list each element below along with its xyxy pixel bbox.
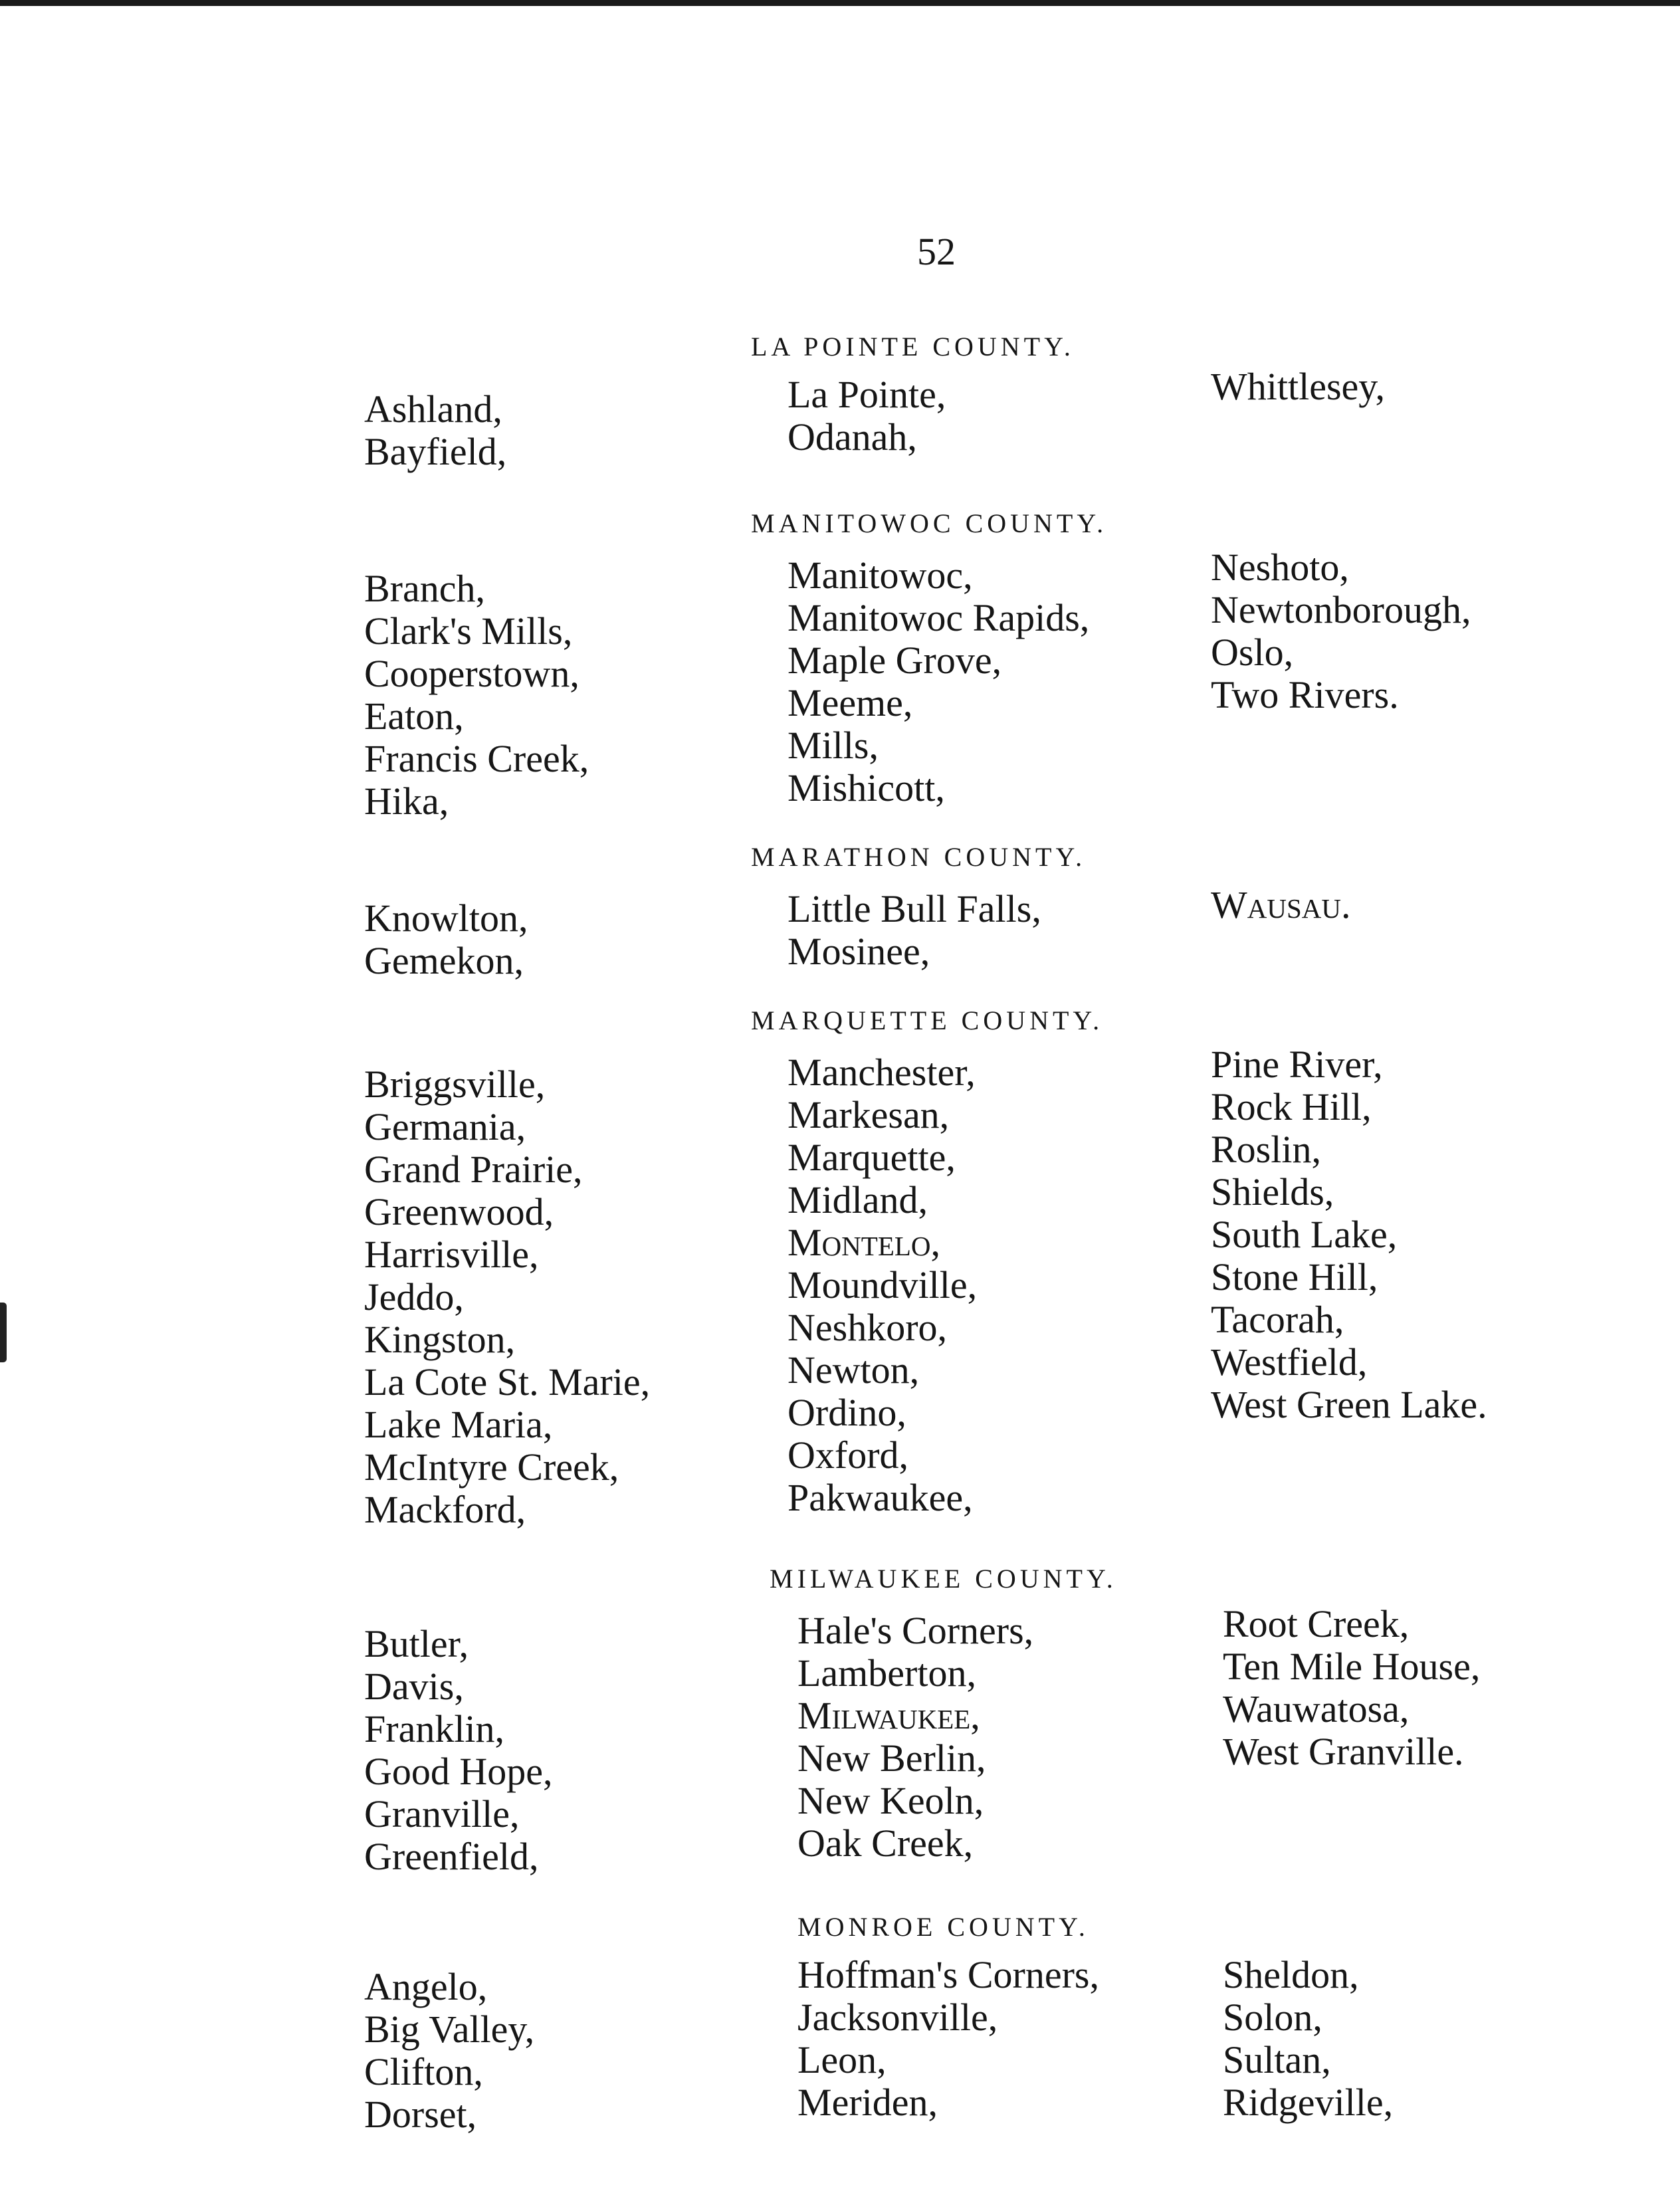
place-name: Harrisville, [364, 1233, 539, 1276]
place-name: Hika, [364, 780, 449, 823]
place-column-1 [364, 1966, 534, 2136]
place-name: Cooperstown, [364, 652, 579, 695]
place-name: Marquette, [788, 1136, 956, 1179]
place-name: New Berlin, [797, 1736, 986, 1780]
place-name: Clark's Mills, [364, 609, 573, 653]
place-name: Good Hope, [364, 1750, 553, 1793]
place-name: Jeddo, [364, 1275, 464, 1318]
place-name: Rock Hill, [1211, 1085, 1372, 1128]
place-name: Butler, [364, 1622, 469, 1665]
place-name: Mishicott, [788, 766, 945, 809]
place-name: Dorset, [364, 2093, 477, 2136]
place-name: Manitowoc Rapids, [788, 596, 1090, 639]
scan-edge-mark [0, 1303, 7, 1362]
place-name: Granville, [364, 1792, 520, 1835]
place-name: La Cote St. Marie, [364, 1360, 651, 1404]
place-name: Stone Hill, [1211, 1255, 1378, 1299]
place-name: Newtonborough, [1211, 588, 1471, 631]
county-heading: MILWAUKEE COUNTY. [770, 1564, 1117, 1594]
place-name: Midland, [788, 1178, 928, 1221]
place-name: West Granville. [1223, 1730, 1464, 1773]
place-column-1 [364, 1063, 650, 1531]
place-name: Sheldon, [1223, 1953, 1359, 1996]
place-name: Milwaukee, [797, 1694, 980, 1737]
place-column-2 [788, 373, 946, 459]
place-name: Oslo, [1211, 631, 1294, 674]
place-column-1 [364, 897, 528, 982]
page-number: 52 [917, 230, 956, 273]
place-name: Hale's Corners, [797, 1609, 1034, 1652]
place-name: Westfield, [1211, 1340, 1368, 1384]
place-name: Oxford, [788, 1433, 909, 1477]
place-name: Jacksonville, [797, 1996, 998, 2039]
place-name: Roslin, [1211, 1128, 1321, 1171]
place-name: Francis Creek, [364, 737, 589, 780]
place-name: Neshkoro, [788, 1306, 948, 1349]
place-name: Angelo, [364, 1965, 488, 2008]
place-name: Knowlton, [364, 896, 528, 940]
place-name: Solon, [1223, 1996, 1322, 2039]
place-name: Maple Grove, [788, 639, 1002, 682]
place-name: Whittlesey, [1211, 365, 1385, 408]
place-name: Big Valley, [364, 2008, 535, 2051]
place-name: Neshoto, [1211, 546, 1349, 589]
county-heading: MARATHON COUNTY. [751, 842, 1087, 872]
place-name: Tacorah, [1211, 1298, 1344, 1341]
place-name: Kingston, [364, 1318, 516, 1361]
place-name: New Keoln, [797, 1779, 984, 1822]
place-name: Sultan, [1223, 2038, 1331, 2081]
place-column-2 [788, 1051, 977, 1519]
place-name: West Green Lake. [1211, 1383, 1487, 1426]
place-name: Montelo, [788, 1221, 941, 1264]
place-name: McIntyre Creek, [364, 1445, 619, 1489]
place-name: Davis, [364, 1665, 464, 1708]
place-name: Gemekon, [364, 939, 524, 982]
place-name: Shields, [1211, 1170, 1334, 1213]
place-name: Newton, [788, 1348, 920, 1392]
place-column-2 [788, 888, 1041, 973]
place-name: Mosinee, [788, 930, 930, 973]
place-name: Mills, [788, 724, 879, 767]
place-name: Leon, [797, 2038, 887, 2081]
place-name: Lake Maria, [364, 1403, 553, 1446]
place-column-2 [797, 1610, 1033, 1865]
place-column-3 [1211, 884, 1350, 926]
place-name: Clifton, [364, 2050, 483, 2093]
place-name: Meeme, [788, 681, 913, 724]
place-name: Lamberton, [797, 1651, 976, 1695]
place-name: Bayfield, [364, 430, 507, 473]
place-name: Branch, [364, 567, 485, 610]
place-name: Meriden, [797, 2081, 938, 2124]
place-column-2 [788, 554, 1089, 809]
county-heading: MONROE COUNTY. [797, 1912, 1089, 1942]
place-name: Manchester, [788, 1051, 976, 1094]
place-name: Two Rivers. [1211, 673, 1399, 716]
place-name: Manitowoc, [788, 554, 973, 597]
place-name: Eaton, [364, 694, 464, 738]
place-column-3 [1223, 1603, 1480, 1773]
place-column-3 [1223, 1954, 1393, 2124]
place-name: Root Creek, [1223, 1602, 1410, 1645]
place-name: Markesan, [788, 1093, 950, 1136]
place-name: Briggsville, [364, 1063, 546, 1106]
place-name: Wauwatosa, [1223, 1687, 1410, 1730]
place-column-3 [1211, 546, 1471, 716]
place-name: Little Bull Falls, [788, 887, 1041, 930]
top-edge-rule [0, 0, 1680, 6]
place-name: Mackford, [364, 1488, 526, 1531]
place-name: Greenfield, [364, 1835, 539, 1878]
place-column-1 [364, 1623, 553, 1878]
place-name: Pine River, [1211, 1043, 1383, 1086]
place-name: Ordino, [788, 1391, 906, 1434]
place-name: Ten Mile House, [1223, 1645, 1481, 1688]
county-heading: MANITOWOC COUNTY. [751, 508, 1108, 538]
place-name: Pakwaukee, [788, 1476, 973, 1519]
place-name: Franklin, [364, 1707, 505, 1750]
place-name: Hoffman's Corners, [797, 1953, 1099, 1996]
place-column-3 [1211, 1043, 1487, 1426]
place-name: South Lake, [1211, 1213, 1398, 1256]
place-column-1 [364, 388, 506, 473]
place-column-1 [364, 568, 589, 823]
place-name: Wausau. [1211, 883, 1351, 926]
place-name: Moundville, [788, 1263, 978, 1307]
place-column-3 [1211, 366, 1385, 408]
place-name: Germania, [364, 1105, 526, 1148]
county-heading: LA POINTE COUNTY. [751, 332, 1075, 362]
place-name: Grand Prairie, [364, 1148, 583, 1191]
place-name: Ridgeville, [1223, 2081, 1394, 2124]
place-name: La Pointe, [788, 373, 946, 416]
place-name: Odanah, [788, 415, 917, 459]
county-heading: MARQUETTE COUNTY. [751, 1005, 1104, 1035]
place-name: Ashland, [364, 387, 502, 431]
place-name: Oak Creek, [797, 1822, 974, 1865]
place-name: Greenwood, [364, 1190, 554, 1233]
place-column-2 [797, 1954, 1099, 2124]
